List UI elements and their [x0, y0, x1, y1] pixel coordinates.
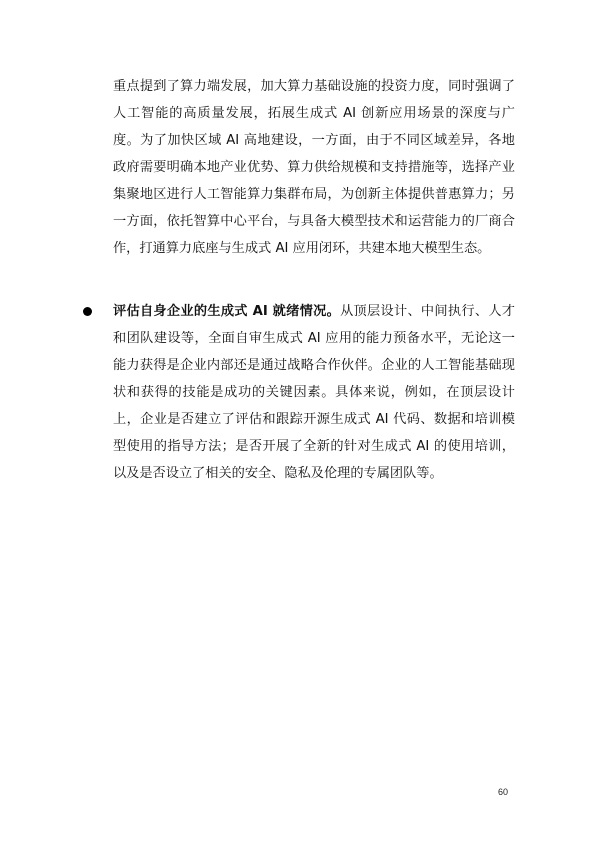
page-number: 60 [498, 787, 509, 797]
bullet-heading: 评估自身企业的生成式 AI 就绪情况。 [113, 304, 341, 319]
bullet-paragraph [113, 298, 515, 487]
paragraph-compute-development: 重点提到了算力端发展，加大算力基础设施的投资力度，同时强调了人工智能的高质量发展，拓展生成式 AI 创新应用场景的深度与广度。为了加快区域 AI 高地建设，一方面，由于不同区域差异，各地政府需要明确本地产业优势、算力供给规模和支持措施等，选择产业集聚地区进行人工智能算力集群布局，为创新主体提供普惠算力；另一方面，依托智算中心平台，与具备大模型技术和运营能力的厂商合作，打通算力底座与生成式 AI 应用闭环，共建本地大模型生态。 [113, 79, 515, 256]
bullet-dot-icon [83, 307, 92, 316]
bullet-body: 从顶层设计、中间执行、人才和团队建设等，全面自审生成式 AI 应用的能力预备水平，无论这一能力获得是企业内部还是通过战略合作伙伴。企业的人工智能基础现状和获得的技能是成功的关键因素。具体来说，例如，在顶层设计上，企业是否建立了评估和跟踪开源生成式 AI 代码、数据和培训模型使用的指导方法；是否开展了全新的针对生成式 AI 的使用培训，以及是否设立了相关的安全、隐私及伦理的专属团队等。 [113, 304, 515, 481]
